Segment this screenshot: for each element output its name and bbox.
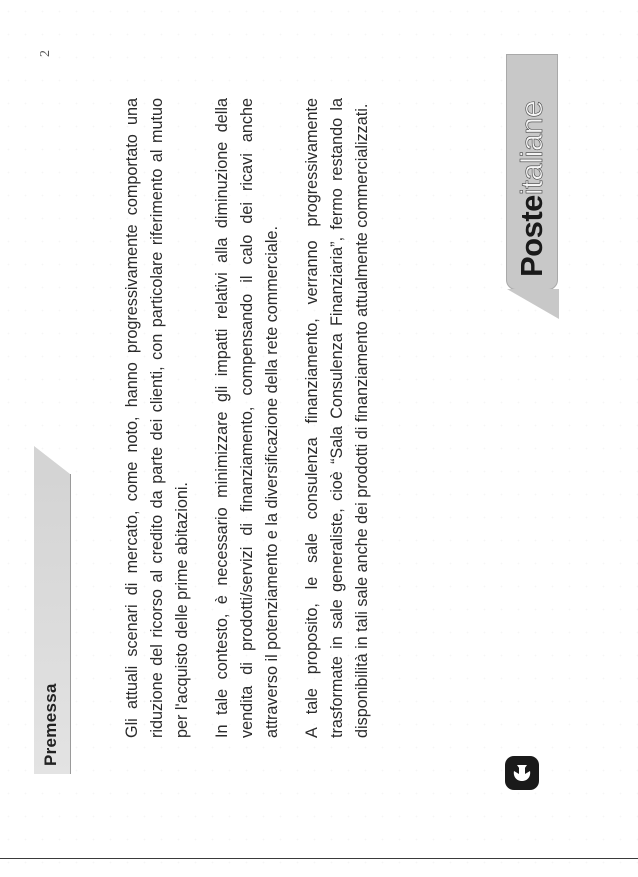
poste-logo-icon <box>505 756 539 790</box>
slide <box>30 30 590 810</box>
page-number: 2 <box>38 50 53 57</box>
paragraph-1: Gli attuali scenari di mercato, come noto, hanno progressivamente comportato una riduzione del ricorso al credito da parte dei clienti, con particolare riferimento al mutuo per l'acquisto delle prime abitazioni. <box>123 98 191 738</box>
brand-name-light: italiane <box>514 100 549 196</box>
paragraph-3: A tale proposito, le sale consulenza finanziamento, verranno progressivamente trasformate in sale generaliste, cioè “Sala Consulenza Finanziaria”, fermo restando la disponibilità in tali sale anche dei prodotti di finanziamento attualmente commercializzati. <box>303 98 371 738</box>
bottom-rule <box>0 858 638 859</box>
paragraph-2: In tale contesto, è necessario minimizzare gli impatti relativi alla diminuzione della vendita di prodotti/servizi di finanziamento, compensando il calo dei ricavi anche attraverso il potenziamento e la diversificazione della rete commerciale. <box>213 98 281 738</box>
title-band <box>34 474 71 774</box>
brand-name-strong: Poste <box>514 195 549 277</box>
brand-logo <box>506 54 558 290</box>
slide-title: Premessa <box>41 683 60 766</box>
slide-body <box>120 98 390 738</box>
